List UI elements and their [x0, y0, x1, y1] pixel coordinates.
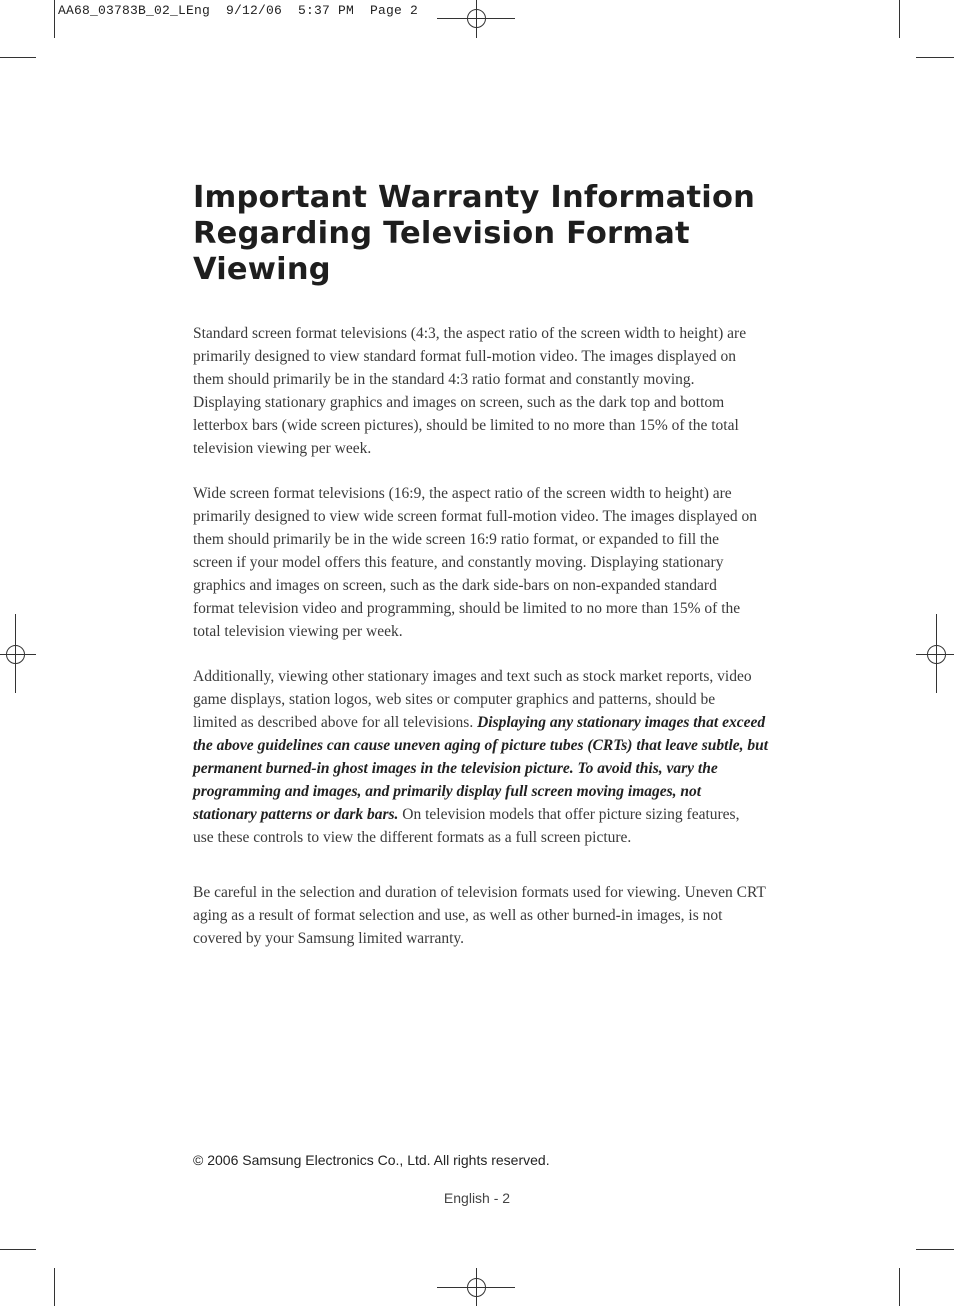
- text-line: letterbox bars (wide screen pictures), should be limited to no more than 15% of the total: [193, 417, 739, 434]
- emphasis-text: Displaying any stationary images that exceed: [477, 714, 766, 731]
- text-line: graphics and images on screen, such as the dark side-bars on non-expanded standard: [193, 577, 717, 594]
- registration-mark-top: [437, 0, 515, 38]
- text-line: aging as a result of format selection and use, as well as other burned-in images, is not: [193, 907, 723, 924]
- paragraph-standard-format: [193, 322, 803, 460]
- text-line: television viewing per week.: [193, 440, 372, 457]
- text-line: use these controls to view the different formats as a full screen picture.: [193, 829, 632, 846]
- text-line: Additionally, viewing other stationary images and text such as stock market reports, video: [193, 668, 752, 685]
- title-line: Important Warranty Information: [193, 180, 756, 215]
- text-line: them should primarily be in the standard 4:3 ratio format and constantly moving.: [193, 371, 695, 388]
- text-line: format television video and programming, should be limited to no more than 15% of the: [193, 600, 741, 617]
- emphasis-line: the above guidelines can cause uneven aging of picture tubes (CRTs) that leave subtle, but: [193, 737, 769, 754]
- text-line: total television viewing per week.: [193, 623, 403, 640]
- text-line: Displaying stationary graphics and images on screen, such as the dark top and bottom: [193, 394, 725, 411]
- registration-mark-right: [916, 614, 954, 693]
- copyright-notice: © 2006 Samsung Electronics Co., Ltd. All rights reserved.: [193, 1152, 550, 1168]
- text-line: Standard screen format televisions (4:3, the aspect ratio of the screen width to height) are: [193, 325, 747, 342]
- text-line-mixed: [193, 803, 803, 826]
- page-title: [193, 180, 833, 288]
- title-line: Viewing: [193, 252, 331, 287]
- text-line: primarily designed to view wide screen format full-motion video. The images displayed on: [193, 508, 758, 525]
- text-line: screen if your model offers this feature, and constantly moving. Displaying stationary: [193, 554, 724, 571]
- page-number: English - 2: [443, 1190, 511, 1206]
- text-line-mixed: [193, 711, 803, 734]
- print-slug-line: AA68_03783B_02_LEng 9/12/06 5:37 PM Page 2: [58, 3, 419, 18]
- paragraph-wide-screen-format: [193, 482, 803, 643]
- registration-mark-left: [0, 614, 36, 693]
- text-line: primarily designed to view standard format full-motion video. The images displayed on: [193, 348, 736, 365]
- plain-text: limited as described above for all televisions.: [193, 714, 478, 731]
- text-line: Be careful in the selection and duration of television formats used for viewing. Uneven CRT: [193, 884, 766, 901]
- emphasis-text: stationary patterns or dark bars.: [193, 806, 399, 823]
- text-line: covered by your Samsung limited warranty.: [193, 930, 465, 947]
- text-line: them should primarily be in the wide screen 16:9 ratio format, or expanded to fill the: [193, 531, 719, 548]
- registration-mark-bottom: [437, 1268, 515, 1306]
- plain-text: On television models that offer picture sizing features,: [398, 806, 740, 823]
- text-line: game displays, station logos, web sites or computer graphics and patterns, should be: [193, 691, 716, 708]
- paragraph-stationary-images-warning: [193, 665, 803, 849]
- text-line: Wide screen format televisions (16:9, the aspect ratio of the screen width to height) are: [193, 485, 732, 502]
- title-line: Regarding Television Format: [193, 216, 690, 251]
- emphasis-line: programming and images, and primarily display full screen moving images, not: [193, 783, 702, 800]
- emphasis-line: permanent burned-in ghost images in the television picture. To avoid this, vary the: [193, 760, 718, 777]
- paragraph-warranty-note: [193, 881, 803, 950]
